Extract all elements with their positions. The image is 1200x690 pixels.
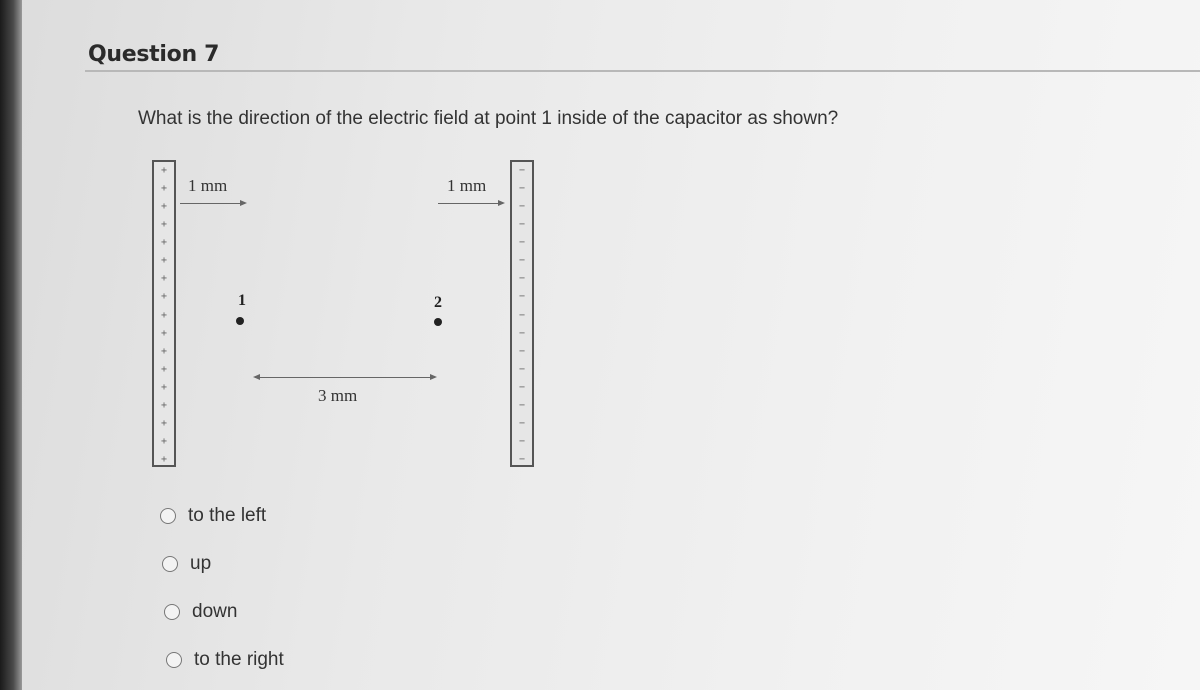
negative-charge-sign: − — [518, 327, 526, 339]
radio-down[interactable] — [164, 604, 180, 620]
positive-charge-sign: + — [160, 273, 168, 285]
negative-charge-sign: − — [518, 237, 526, 249]
negative-charge-sign: − — [518, 399, 526, 411]
negative-charge-sign: − — [518, 291, 526, 303]
negative-charge-sign: − — [518, 363, 526, 375]
negative-charge-sign: − — [518, 417, 526, 429]
left-distance-arrow — [180, 203, 245, 204]
middle-distance-arrow — [255, 377, 435, 378]
negative-charge-sign: − — [518, 309, 526, 321]
negative-charge-sign: − — [518, 255, 526, 267]
negative-charge-sign: − — [518, 381, 526, 393]
right-distance-label: 1 mm — [447, 176, 487, 195]
negative-charge-sign: − — [518, 201, 526, 213]
point-2-dot — [434, 318, 442, 326]
negative-charge-sign: − — [518, 454, 526, 465]
option-to-the-right[interactable] — [166, 649, 284, 671]
positive-charge-sign: + — [160, 309, 168, 321]
negative-charge-sign: − — [518, 273, 526, 285]
positive-charge-sign: + — [160, 237, 168, 249]
positive-charge-sign: + — [160, 255, 168, 267]
radio-to-the-right[interactable] — [166, 652, 182, 668]
point-2-label: 2 — [434, 294, 442, 311]
option-down[interactable] — [164, 601, 237, 623]
positive-charge-sign: + — [160, 201, 168, 213]
question-title: Question 7 — [88, 42, 220, 67]
radio-up[interactable] — [162, 556, 178, 572]
positive-charge-sign: + — [160, 454, 168, 465]
negative-charge-sign: − — [518, 219, 526, 231]
left-distance-label: 1 mm — [188, 176, 228, 195]
negative-charge-sign: − — [518, 183, 526, 195]
title-divider — [85, 70, 1200, 72]
right-distance-arrow — [438, 203, 503, 204]
middle-distance-label: 3 mm — [318, 386, 358, 405]
negative-charge-sign: − — [518, 435, 526, 447]
option-label: up — [190, 553, 212, 574]
positive-charge-sign: + — [160, 363, 168, 375]
capacitor-diagram — [140, 150, 560, 480]
negative-plate — [510, 160, 534, 467]
positive-charge-sign: + — [160, 345, 168, 357]
positive-charge-sign: + — [160, 399, 168, 411]
option-label: down — [192, 601, 238, 622]
positive-plate — [152, 160, 176, 467]
screen-bezel — [0, 0, 22, 690]
option-to-the-left[interactable] — [160, 505, 266, 527]
negative-charge-sign: − — [518, 345, 526, 357]
positive-charge-sign: + — [160, 381, 168, 393]
option-label: to the left — [188, 505, 267, 526]
positive-charge-sign: + — [160, 435, 168, 447]
radio-to-the-left[interactable] — [160, 508, 176, 524]
negative-charge-sign: − — [518, 165, 526, 176]
positive-charge-sign: + — [160, 183, 168, 195]
positive-charge-sign: + — [160, 327, 168, 339]
question-prompt: What is the direction of the electric field at point 1 inside of the capacitor as shown? — [138, 108, 839, 129]
positive-charge-sign: + — [160, 219, 168, 231]
option-up[interactable] — [162, 553, 211, 575]
option-label: to the right — [194, 649, 284, 670]
positive-charge-sign: + — [160, 417, 168, 429]
point-1-dot — [236, 317, 244, 325]
positive-charge-sign: + — [160, 165, 168, 176]
point-1-label: 1 — [238, 292, 246, 309]
positive-charge-sign: + — [160, 291, 168, 303]
